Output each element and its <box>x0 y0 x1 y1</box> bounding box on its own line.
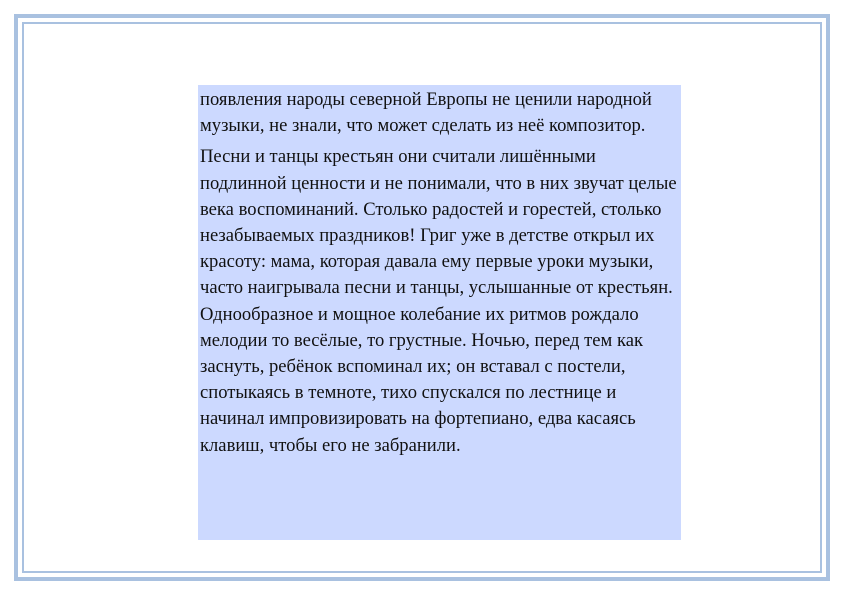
text-block <box>198 85 681 540</box>
paragraph-2: Песни и танцы крестьян они считали лишёнными подлинной ценности и не понимали, что в них звучат целые века воспоминаний. Столько радостей и горестей, столько незабываемых праздников! Григ уже в детстве открыл их красоту: мама, которая давала ему первые уроки музыки, часто наигрывала песни и танцы, услышанные от крестьян. Однообразное и мощное колебание их ритмов рождало мелодии то весёлые, то грустные. Ночью, перед тем как заснуть, ребёнок вспоминал их; он вставал с постели, спотыкаясь в темноте, тихо спускался по лестнице и начинал импровизировать на фортепиано, едва касаясь клавиш, чтобы его не забранили. <box>200 146 677 456</box>
paragraph-1: появления народы северной Европы не ценили народной музыки, не знали, что может сделать из неё композитор. <box>200 89 652 137</box>
